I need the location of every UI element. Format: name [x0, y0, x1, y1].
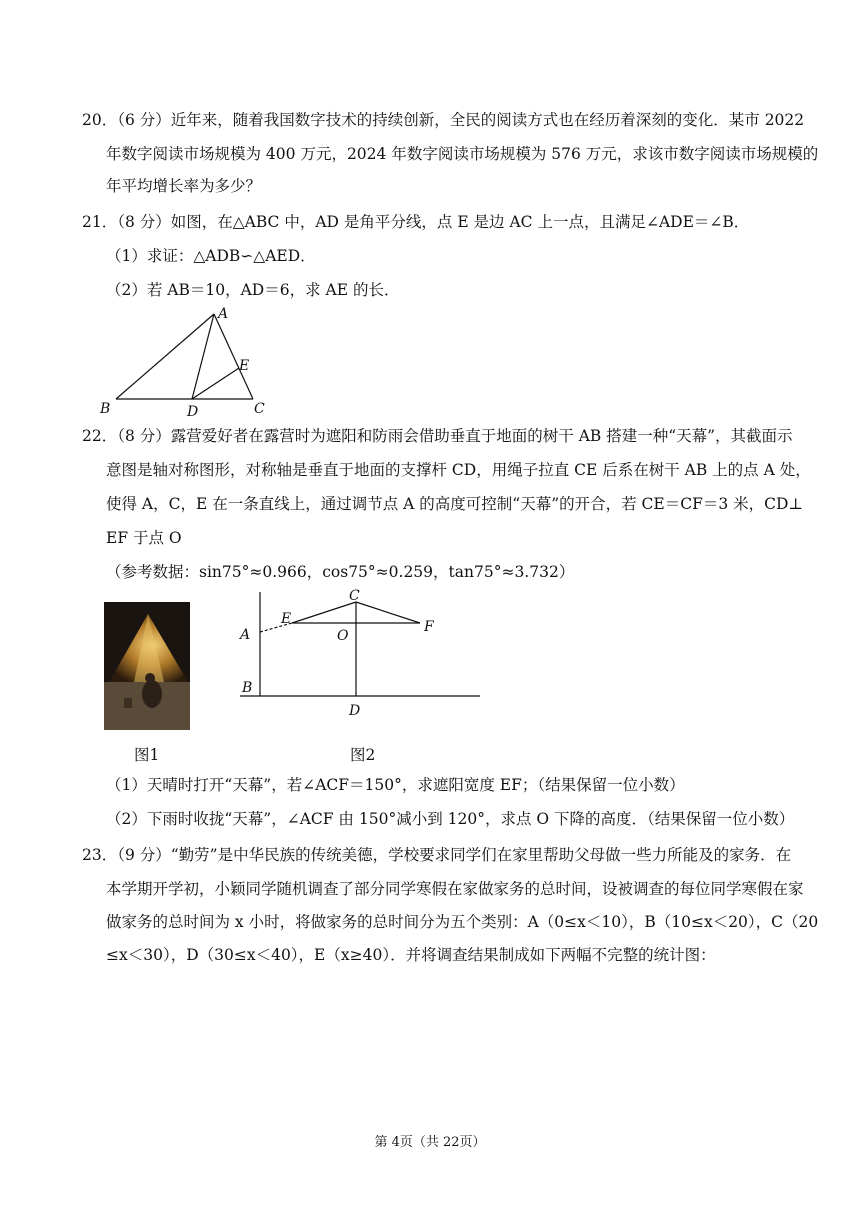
q22-part-1: （1）天晴时打开“天幕”，若∠ACF＝150°，求遮阳宽度 EF；（结果保留一位小数） [106, 776, 685, 794]
page-footer: 第 4页（共 22页） [374, 1135, 486, 1150]
q20-line-1: 20．（6 分）近年来，随着我国数字技术的持续创新，全民的阅读方式也在经历着深刻的变化．某市 2022 [82, 111, 805, 129]
label-o: O [337, 628, 349, 644]
q23-line-1: 23．（9 分）“勤劳”是中华民族的传统美德，学校要求同学们在家里帮助父母做一些力所能及的家务．在 [82, 846, 792, 864]
q22-part-2: （2）下雨时收拢“天幕”，∠ACF 由 150°减小到 120°，求点 O 下降的高度．（结果保留一位小数） [106, 810, 795, 828]
label-f: F [424, 619, 434, 635]
label-b: B [100, 401, 111, 417]
q23-line-4: ≤x＜30），D（30≤x＜40），E（x≥40）．并将调查结果制成如下两幅不完整的统计图： [106, 946, 716, 964]
label-d: D [349, 703, 361, 719]
q22-reference-data: （参考数据：sin75°≈0.966，cos75°≈0.259，tan75°≈3.732） [106, 563, 575, 581]
segment-cf [356, 602, 420, 623]
q22-line-1: 22．（8 分）露营爱好者在露营时为遮阳和防雨会借助垂直于地面的树干 AB 搭建一种“天幕”，其截面示 [82, 427, 793, 445]
label-c: C [254, 401, 265, 417]
label-a: A [240, 627, 251, 643]
camping-photo [104, 602, 190, 730]
label-c: C [349, 588, 360, 604]
q23-line-2: 本学期开学初，小颖同学随机调查了部分同学寒假在家做家务的总时间，设被调查的每位同学寒假在家 [106, 880, 804, 898]
figure-2-caption: 图2 [350, 746, 376, 764]
label-a: A [218, 306, 229, 322]
q22-line-4: EF 于点 O [106, 529, 182, 547]
q22-line-3: 使得 A，C，E 在一条直线上，通过调节点 A 的高度可控制“天幕”的开合，若 CE＝CF＝3 米，CD⊥ [106, 495, 803, 513]
q20-line-3: 年平均增长率为多少？ [106, 177, 262, 195]
q22-line-2: 意图是轴对称图形，对称轴是垂直于地面的支撑杆 CD，用绳子拉直 CE 后系在树干 AB 上的点 A 处， [106, 461, 811, 479]
q21-line-1: 21．（8 分）如图，在△ABC 中，AD 是角平分线，点 E 是边 AC 上一点，且满足∠ADE＝∠B． [82, 213, 750, 231]
label-b: B [242, 680, 253, 696]
figure-1-caption: 图1 [134, 746, 160, 764]
q20-line-2: 年数字阅读市场规模为 400 万元，2024 年数字阅读市场规模为 576 万元，求该市数字阅读市场规模的 [106, 145, 819, 163]
q21-part-1: （1）求证：△ADB∽△AED． [106, 247, 316, 265]
segment-ac [214, 314, 253, 399]
label-e: E [239, 358, 250, 374]
label-d: D [187, 404, 199, 418]
label-e: E [281, 611, 292, 627]
segment-ce [292, 602, 356, 623]
q21-part-2: （2）若 AB＝10，AD＝6，求 AE 的长． [106, 281, 400, 299]
q23-line-3: 做家务的总时间为 x 小时，将做家务的总时间分为五个类别：A（0≤x＜10），B（10≤x＜20），C（20 [106, 913, 819, 931]
triangle-figure [96, 300, 276, 418]
tent-diagram [236, 588, 486, 722]
segment-ab [116, 314, 214, 399]
